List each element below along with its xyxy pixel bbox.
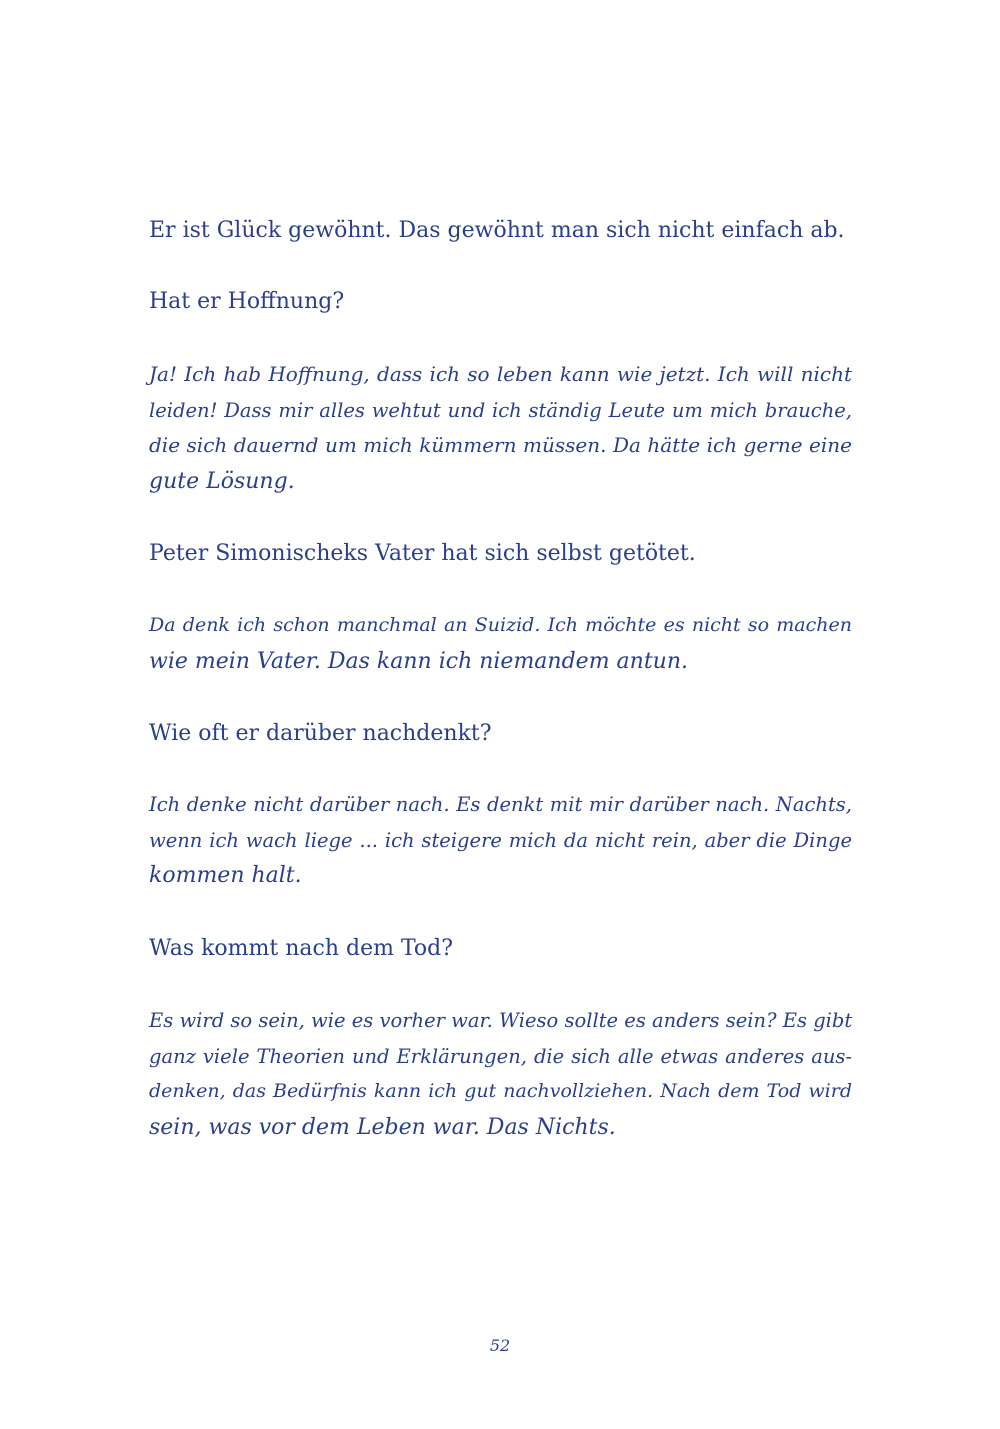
text-line: leiden! Dass mir alles wehtut und ich ständig Leute um mich brauche, bbox=[149, 398, 852, 422]
text-line: gute Lösung. bbox=[149, 468, 295, 494]
answer-suicide bbox=[149, 608, 852, 679]
text-line: Ja! Ich hab Hoffnung, dass ich so leben kann wie jetzt. Ich will nicht bbox=[149, 362, 852, 386]
page-number: 52 bbox=[489, 1336, 511, 1355]
text-line: Da denk ich schon manchmal an Suizid. Ich möchte es nicht so machen bbox=[149, 614, 852, 636]
text-line: Hat er Hoffnung? bbox=[149, 289, 345, 314]
text-line: wenn ich wach liege ... ich steigere mich da nicht rein, aber die Dinge bbox=[149, 828, 852, 852]
text-line: Ich denke nicht darüber nach. Es denkt mit mir darüber nach. Nachts, bbox=[149, 793, 852, 816]
paragraph-statement-father bbox=[149, 536, 852, 572]
answer-how-often bbox=[149, 787, 852, 894]
text-line: Peter Simonischeks Vater hat sich selbst getötet. bbox=[149, 541, 696, 566]
question-how-often bbox=[149, 716, 852, 752]
text-line: Er ist Glück gewöhnt. Das gewöhnt man sich nicht einfach ab. bbox=[149, 218, 845, 243]
text-line: die sich dauernd um mich kümmern müssen. Da hätte ich gerne eine bbox=[149, 433, 852, 457]
text-line: denken, das Bedürfnis kann ich gut nachvollziehen. Nach dem Tod wird bbox=[149, 1080, 852, 1102]
text-line: Was kommt nach dem Tod? bbox=[149, 936, 454, 961]
question-after-death bbox=[149, 931, 852, 967]
question-hope bbox=[149, 284, 852, 320]
text-line: Es wird so sein, wie es vorher war. Wieso sollte es anders sein? Es gibt bbox=[149, 1009, 853, 1032]
text-line: wie mein Vater. Das kann ich niemandem antun. bbox=[149, 648, 689, 674]
paragraph-statement-1 bbox=[149, 213, 852, 249]
text-line: ganz viele Theorien und Erklärungen, die sich alle etwas anderes aus- bbox=[149, 1044, 852, 1068]
text-line: kommen halt. bbox=[149, 863, 302, 888]
text-line: sein, was vor dem Leben war. Das Nichts. bbox=[149, 1114, 616, 1140]
answer-hope bbox=[149, 357, 852, 499]
answer-after-death bbox=[149, 1003, 852, 1145]
text-line: Wie oft er darüber nachdenkt? bbox=[149, 721, 492, 746]
